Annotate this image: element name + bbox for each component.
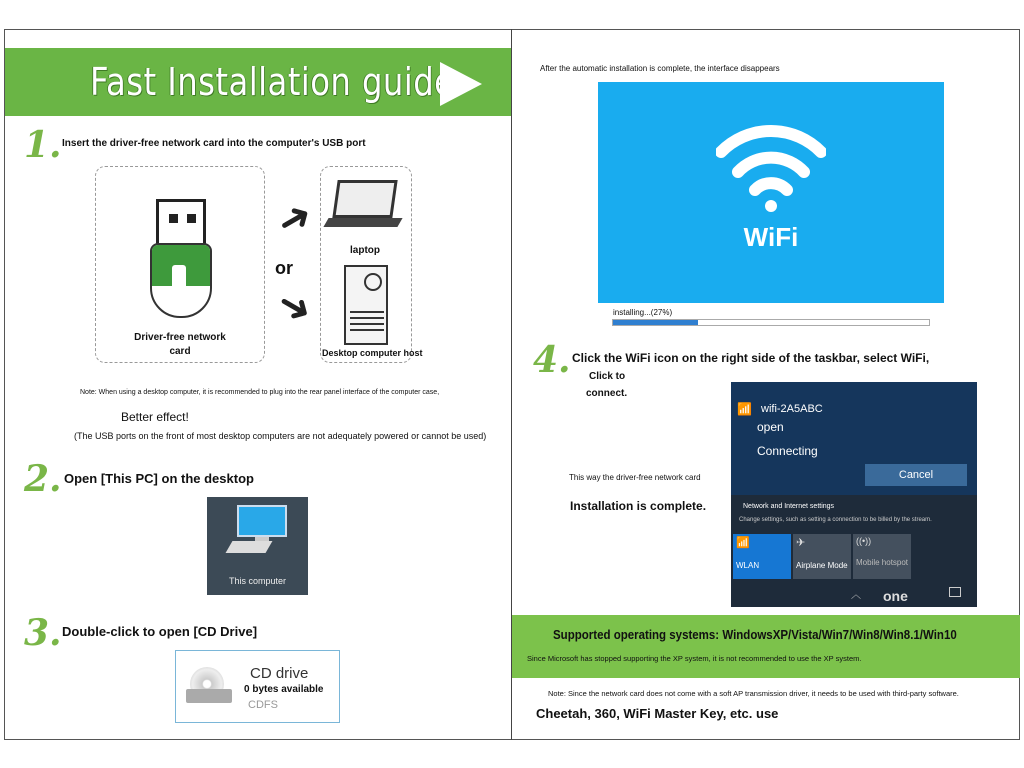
step4-text: Click the WiFi icon on the right side of the taskbar, select WiFi, bbox=[572, 351, 930, 365]
or-text: or bbox=[275, 258, 293, 278]
arrow-down-icon: ➜ bbox=[269, 279, 321, 335]
desktop-tower-icon bbox=[344, 265, 388, 345]
laptop-label: laptop bbox=[350, 245, 380, 256]
network-settings-desc: Change settings, such as setting a connection to be billed by the stream. bbox=[739, 517, 932, 523]
step2-number: 2. bbox=[24, 458, 62, 500]
step4-number: 4. bbox=[533, 339, 571, 381]
usb-plug-icon bbox=[156, 199, 206, 245]
arrow-up-icon: ➜ bbox=[269, 191, 321, 247]
desktop-label: Desktop computer host bbox=[322, 348, 423, 358]
top-note: After the automatic installation is complete, the interface disappears bbox=[540, 64, 780, 73]
wifi-signal-icon: 📶 bbox=[737, 402, 752, 416]
laptop-icon bbox=[332, 180, 397, 218]
usb-dongle-icon bbox=[150, 243, 212, 318]
hotspot-icon: ((•)) bbox=[856, 536, 872, 546]
step3-text: Double-click to open [CD Drive] bbox=[62, 624, 258, 639]
monitor-icon bbox=[237, 505, 287, 537]
done-text-2: Installation is complete. bbox=[570, 499, 707, 513]
wlan-icon: 📶 bbox=[736, 537, 750, 549]
taskbar-text: one bbox=[883, 588, 908, 604]
xp-note: Since Microsoft has stopped supporting the XP system, it is not recommended to use the XP system. bbox=[527, 654, 862, 663]
header-title: Fast Installation guide bbox=[90, 60, 455, 104]
wifi-text: WiFi bbox=[743, 222, 799, 252]
network-settings-link[interactable]: Network and Internet settings bbox=[743, 503, 835, 510]
drive-icon bbox=[186, 689, 232, 703]
install-progress-fill bbox=[613, 320, 698, 325]
front-usb-note: (The USB ports on the front of most desktop computers are not adequately powered or cannot be used) bbox=[74, 431, 487, 441]
os-support-banner bbox=[512, 615, 1020, 678]
this-computer-label: This computer bbox=[228, 576, 287, 586]
connecting-status: Connecting bbox=[757, 444, 818, 458]
step2-text: Open [This PC] on the desktop bbox=[64, 471, 254, 486]
step1-number: 1. bbox=[24, 124, 62, 166]
software-note: Note: Since the network card does not come with a soft AP transmission driver, it needs to be used with third-party software. bbox=[548, 689, 959, 698]
cd-drive-name: CD drive bbox=[250, 665, 309, 682]
software-list: Cheetah, 360, WiFi Master Key, etc. use bbox=[536, 706, 779, 721]
cd-drive-box bbox=[175, 650, 340, 723]
better-effect: Better effect! bbox=[121, 410, 189, 424]
laptop-base bbox=[323, 218, 402, 227]
wifi-install-screen bbox=[598, 82, 944, 303]
notification-icon[interactable] bbox=[949, 587, 961, 597]
step3-number: 3. bbox=[24, 612, 62, 654]
airplane-icon: ✈ bbox=[796, 537, 806, 549]
step1-note: Note: When using a desktop computer, it is recommended to plug into the rear panel interface of the computer case, bbox=[80, 389, 440, 396]
step4-line3: connect. bbox=[586, 388, 628, 399]
installing-text: installing...(27%) bbox=[613, 308, 673, 317]
wlan-tile[interactable]: 📶 WLAN bbox=[733, 534, 791, 579]
cancel-button[interactable]: Cancel bbox=[865, 464, 967, 486]
network-security: open bbox=[757, 420, 784, 434]
done-text-1: This way the driver-free network card bbox=[569, 473, 701, 482]
step4-line2: Click to bbox=[589, 371, 626, 382]
hotspot-tile[interactable]: ((•)) Mobile hotspot bbox=[853, 534, 911, 579]
chevron-up-icon[interactable]: ︿ bbox=[851, 590, 861, 601]
play-arrow-icon bbox=[440, 62, 482, 106]
network-flyout bbox=[731, 382, 977, 607]
dongle-label: Driver-free network card bbox=[134, 332, 226, 357]
cd-drive-fs: CDFS bbox=[248, 699, 278, 711]
cd-drive-free: 0 bytes available bbox=[244, 684, 324, 695]
wifi-icon bbox=[716, 122, 826, 212]
airplane-tile[interactable]: ✈ Airplane Mode bbox=[793, 534, 851, 579]
step1-text: Insert the driver-free network card into the computer's USB port bbox=[62, 138, 366, 149]
ssid-name[interactable]: wifi-2A5ABC bbox=[761, 403, 823, 415]
supported-os: Supported operating systems: WindowsXP/Vista/Win7/Win8/Win8.1/Win10 bbox=[553, 628, 957, 642]
this-pc-icon-box bbox=[207, 497, 308, 595]
